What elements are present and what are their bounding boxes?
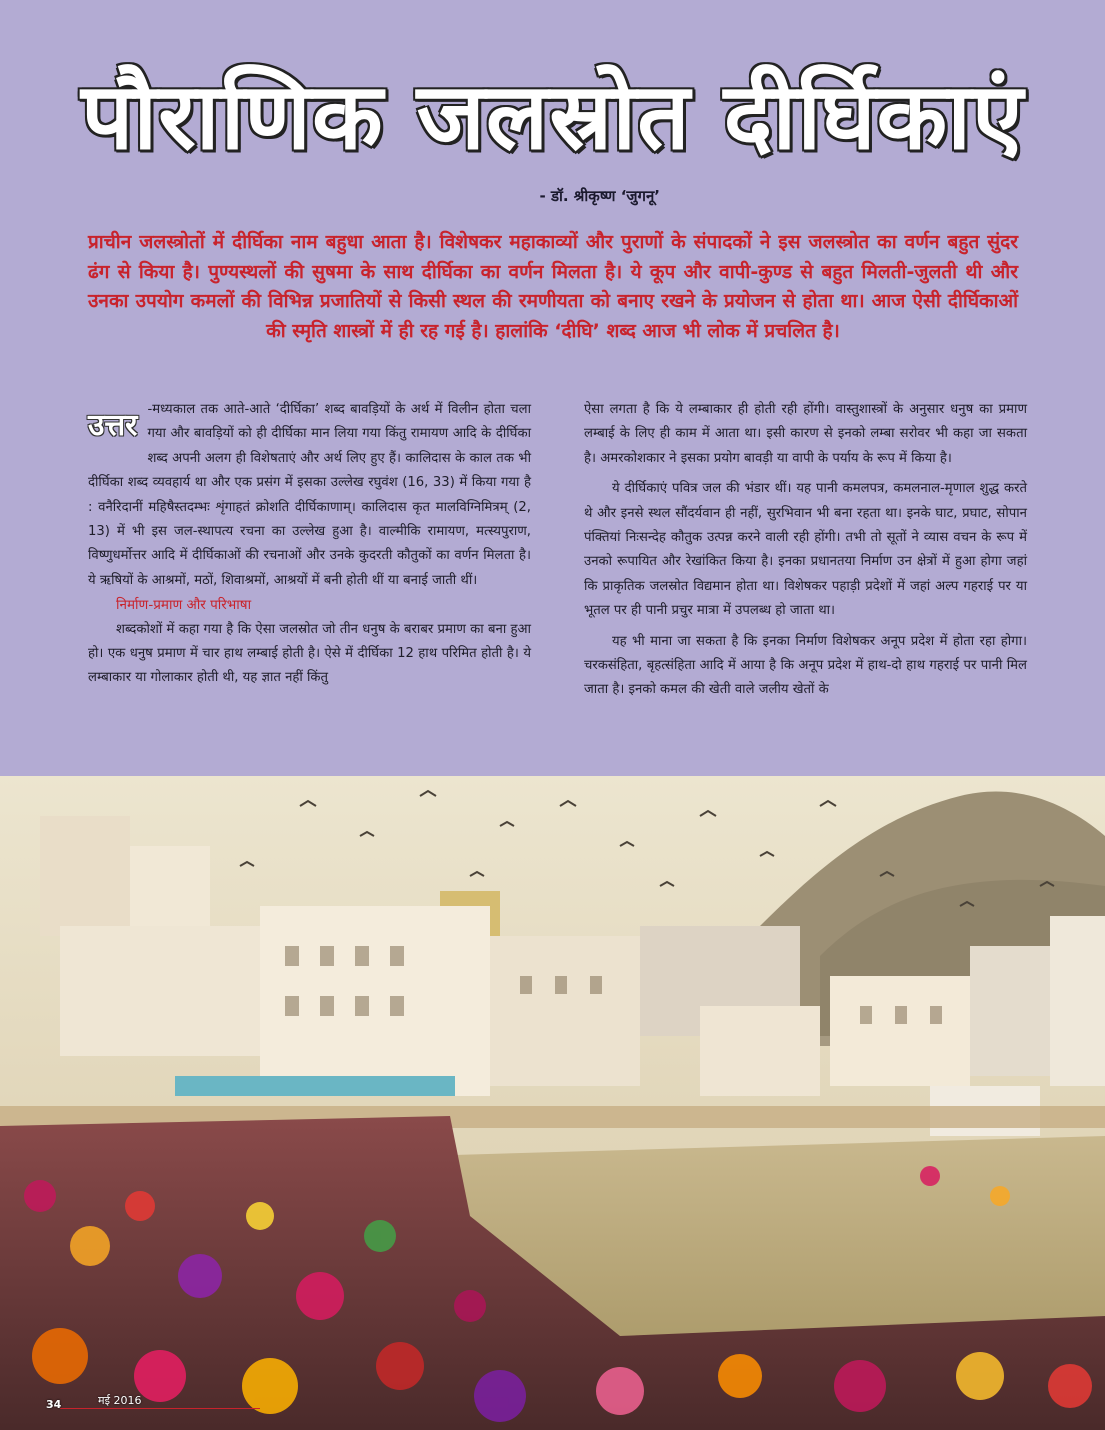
- right-paragraph-1: ऐसा लगता है कि ये लम्बाकार ही होती रही होंगी। वास्तुशास्त्रों के अनुसार धनुष का प्रमाण लम्बाई के लिए ही काम में आता था। इसी कारण से इनको लम्बा सरोवर भी कहा जा सकता है। अमरकोशकार ने इसका प्रयोग बावड़ी या वापी के पर्याय के रूप में किया है।: [584, 402, 1027, 466]
- ghat-photograph: [0, 776, 1105, 1430]
- drop-cap: उत्तर: [88, 408, 138, 443]
- left-column: [88, 398, 531, 691]
- footer-rule: [60, 1408, 260, 1409]
- left-paragraph-1: [88, 398, 531, 593]
- page-title: पौराणिक जलस्रोत दीर्घिकाएं: [81, 63, 1024, 170]
- section-subheading: निर्माण-प्रमाण और परिभाषा: [116, 597, 252, 614]
- page-number: 34: [46, 1398, 62, 1411]
- right-column: [584, 398, 1027, 703]
- right-paragraph-2: ये दीर्घिकाएं पवित्र जल की भंडार थीं। यह पानी कमलपत्र, कमलनाल-मृणाल शुद्ध करते थे और इनसे स्थल सौंदर्यवान ही नहीं, सुरभिवान भी बना रहता था। इनके घाट, प्रघाट, सोपान पंक्तियां निःसन्देह कौतुक उत्पन्न करने वाली रही होंगी। तभी तो सूतों ने व्यास वचन के रूप में उनको रूपायित और रेखांकित किया है। इनका प्रधानतया निर्माण उन क्षेत्रों में हुआ होगा जहां कि प्राकृतिक जलस्रोत विद्यमान होता था। विशेषकर पहाड़ी प्रदेशों में जहां अल्प गहराई पर या भूतल पर ही पानी प्रचुर मात्रा में उपलब्ध हो जाता था।: [584, 481, 1027, 619]
- right-paragraph-3: यह भी माना जा सकता है कि इनका निर्माण विशेषकर अनूप प्रदेश में होता रहा होगा। चरकसंहिता, बृहत्संहिता आदि में आया है कि अनूप प्रदेश में हाथ-दो हाथ गहराई पर पानी मिल जाता है। इनको कमल की खेती वाले जलीय खेतों के: [584, 633, 1027, 698]
- left-paragraph-1-text: -मध्यकाल तक आते-आते ‘दीर्घिका’ शब्द बावड़ियों के अर्थ में विलीन होता चला गया और बावड़ियों को ही दीर्घिका मान लिया गया किंतु रामायण आदि के दीर्घिका शब्द अपनी अलग ही विशेषताएं और अर्थ लिए हुए हैं। कालिदास के काल तक भी दीर्घिका शब्द व्यवहार्य था और एक प्रसंग में इसका उल्लेख रघुवंश (16, 33) में किया गया है : वनैरिदानीं महिषैस्तदम्भः शृंगाहतं क्रोशति दीर्घिकाणाम्। कालिदास कृत मालविग्निमित्रम् (2, 13) में भी इस जल-स्थापत्य रचना का उल्लेख हुआ है। वाल्मीकि रामायण, मत्स्यपुराण, विष्णुधर्मोत्तर आदि में दीर्घिकाओं की रचनाओं और उनके कुदरती कौतुकों का वर्णन मिलता है। ये ऋषियों के आश्रमों, मठों, शिवाश्रमों, आश्रयों में बनी होती थीं या बनाई जाती थीं।: [88, 402, 531, 588]
- author-byline: - डॉ. श्रीकृष्ण ‘जुगनू’: [539, 187, 660, 205]
- photo-illustration: [0, 776, 1105, 1430]
- left-paragraph-2: शब्दकोशों में कहा गया है कि ऐसा जलस्रोत जो तीन धनुष के बराबर प्रमाण का बना हुआ हो। एक धनुष प्रमाण में चार हाथ लम्बाई होती है। ऐसे में दीर्घिका 12 हाथ परिमित होती है। ये लम्बाकार या गोलाकार होती थी, यह ज्ञात नहीं किंतु: [88, 621, 531, 686]
- magazine-date: मई 2016: [98, 1394, 142, 1407]
- intro-paragraph: प्राचीन जलस्त्रोतों में दीर्घिका नाम बहुधा आता है। विशेषकर महाकाव्यों और पुराणों के संपादकों ने इस जलस्त्रोत का वर्णन बहुत सुंदर ढंग से किया है। पुण्यस्थलों की सुषमा के साथ दीर्घिका का वर्णन मिलता है। ये कूप और वापी-कुण्ड से बहुत मिलती-जुलती थी और उनका उपयोग कमलों की विभिन्न प्रजातियों से किसी स्थल की रमणीयता को बनाए रखने के प्रयोजन से होता था। आज ऐसी दीर्घिकाओं की स्मृति शास्त्रों में ही रह गई है। हालांकि ‘दीघि’ शब्द आज भी लोक में प्रचलित है।: [88, 231, 1018, 342]
